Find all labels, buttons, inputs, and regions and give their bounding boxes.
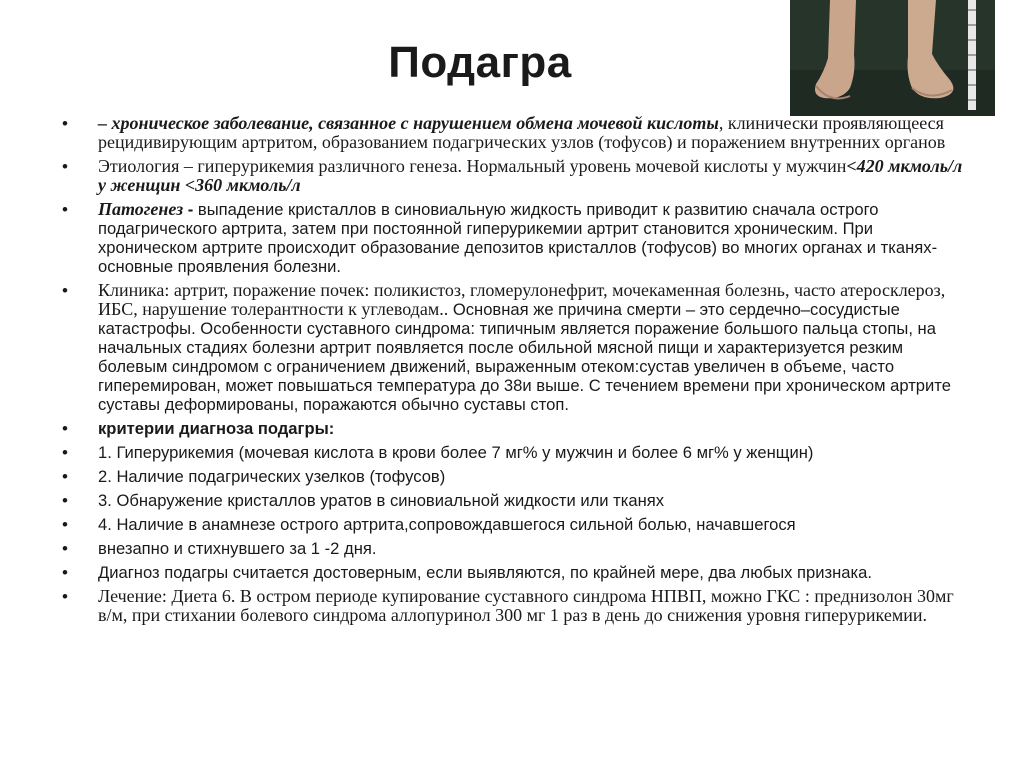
bullet-treatment [62,587,967,625]
definition-lead: – хроническое заболевание, связанное с нарушением обмена мочевой кислоты [98,113,719,133]
content-bullet-list [62,114,967,630]
bullet-marker: • [62,443,68,462]
criterion-text: 1. Гиперурикемия (мочевая кислота в крови более 7 мг% у мужчин и более 6 мг% у женщин) [98,443,814,462]
bullet-marker: • [62,419,68,438]
bullet-etiology [62,157,967,195]
bullet-criterion-3 [62,491,967,510]
criteria-header: критерии диагноза подагры: [98,419,335,438]
bullet-marker: • [62,200,68,219]
bullet-clinic [62,281,967,414]
bullet-pathogenesis [62,200,967,276]
bullet-marker: • [62,157,68,176]
gout-feet-photo [790,0,995,116]
clinic-joint-syndrome: Основная же причина смерти – это сердечно–сосудистые катастрофы. Особенности суставного синдрома: типичным является поражение большого пальца стопы, на начальных стадиях болезни артрит появляется после обильной мясной пищи и характеризуется резким болевым синдромом с ограничением движений, выраженным отеком:сустав увеличен в объеме, часто гиперемирован, может повышаться температура до 38и выше. С течением времени при хроническом артрите суставы деформированы, поражаются обычно суставы стоп. [98,300,951,414]
bullet-marker: • [62,281,68,300]
bullet-marker: • [62,515,68,534]
diagnosis-note: Диагноз подагры считается достоверным, если выявляются, по крайней мере, два любых признака. [98,563,872,582]
feet-illustration [790,0,995,116]
bullet-definition [62,114,967,152]
treatment-text: Лечение: Диета 6. В остром периоде купирование суставного синдрома НПВП, можно ГКС : преднизолон 30мг в/м, при стихании болевого синдрома аллопуринол 300 мг 1 раз в день до снижения уровня гиперурикемии. [98,586,954,625]
pathogenesis-dash: - [183,200,198,219]
bullet-marker: • [62,491,68,510]
bullet-criterion-2 [62,467,967,486]
bullet-marker: • [62,467,68,486]
etiology-values: <420 мкмоль/л у женщин <360 мкмоль/л [98,156,963,195]
clinic-text: Клиника: артрит, поражение почек: поликистоз, гломерулонефрит, мочекаменная болезнь, часто атеросклероз, ИБС, нарушение толерантности к углеводам.. [98,280,946,319]
pathogenesis-lead: Патогенез [98,199,184,219]
criterion-text: 3. Обнаружение кристаллов уратов в синовиальной жидкости или тканях [98,491,665,510]
bullet-marker: • [62,114,68,133]
bullet-marker: • [62,587,68,606]
bullet-diagnosis-note [62,563,967,582]
definition-text: , клинически проявляющееся рецидивирующим артритом, образованием подагрических узлов (тофусов) и поражением внутренних органов [98,113,946,152]
criterion-text: 4. Наличие в анамнезе острого артрита,сопровождавшегося сильной болью, начавшегося [98,515,796,534]
etiology-text: Этиология – гиперурикемия различного генеза. Нормальный уровень мочевой кислоты у мужчин [98,156,847,176]
bullet-criterion-4 [62,515,967,534]
bullet-criterion-4-continued [62,539,967,558]
criterion-text: 2. Наличие подагрических узелков (тофусов) [98,467,446,486]
slide-title: Подагра [388,38,572,87]
bullet-criteria-header [62,419,967,438]
bullet-marker: • [62,539,68,558]
bullet-marker: • [62,563,68,582]
bullet-criterion-1 [62,443,967,462]
pathogenesis-text: выпадение кристаллов в синовиальную жидкость приводит к развитию сначала острого подагрического артрита, затем при постоянной гиперурикемии артрит становится хроническим. При хроническом артрите происходит образование депозитов кристаллов (тофусов) во многих органах и тканях- основные проявления болезни. [98,200,938,276]
criterion-text: внезапно и стихнувшего за 1 -2 дня. [98,539,377,558]
